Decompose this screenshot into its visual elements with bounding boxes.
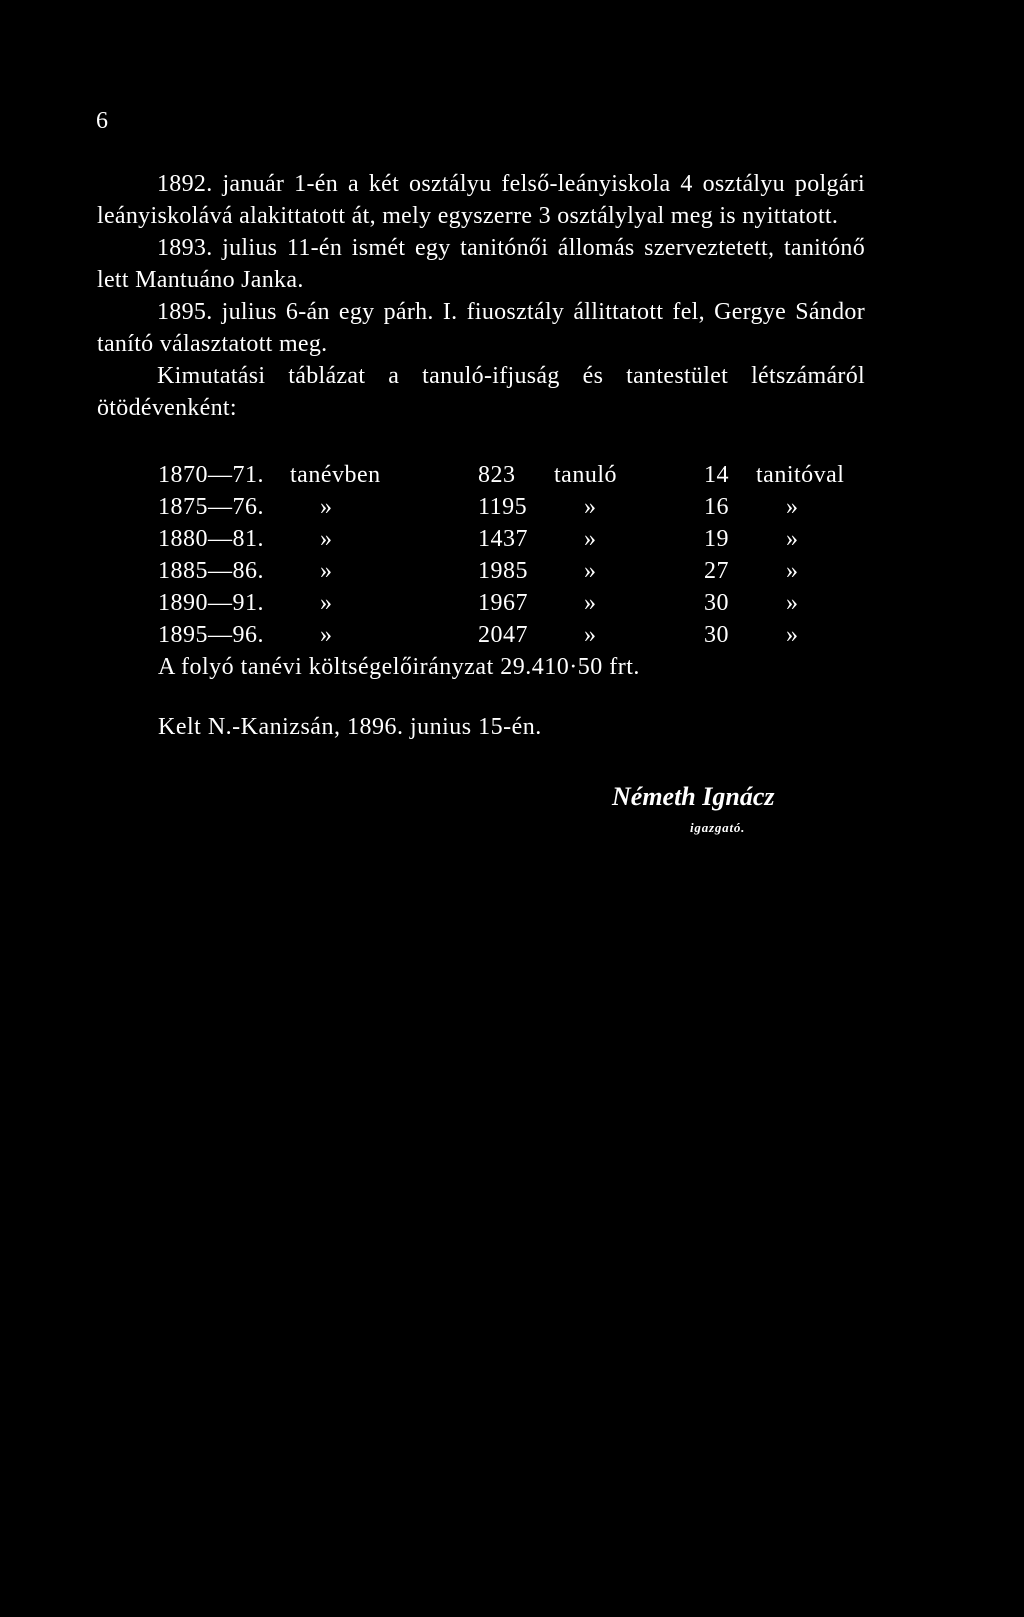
table-row [158, 622, 896, 654]
year-cell: 1875—76. [158, 494, 264, 520]
table-row [158, 526, 896, 558]
students-unit-cell: tanuló [554, 462, 617, 488]
teachers-unit-cell: » [786, 622, 799, 648]
signature-name: Németh Ignácz [612, 782, 775, 811]
students-unit-cell: » [584, 526, 597, 552]
year-cell: 1880—81. [158, 526, 264, 552]
table-row [158, 462, 896, 494]
year-cell: 1895—96. [158, 622, 264, 648]
year-cell: 1890—91. [158, 590, 264, 616]
teachers-unit-cell: tanitóval [756, 462, 845, 488]
teachers-unit-cell: » [786, 558, 799, 584]
table-row [158, 590, 896, 622]
teachers-cell: 19 [704, 526, 729, 552]
label-cell: » [320, 558, 333, 584]
teachers-cell: 16 [704, 494, 729, 520]
budget-line: A folyó tanévi költségelőirányzat 29.410·50 frt. [158, 654, 640, 680]
enrollment-table [158, 462, 896, 654]
students-unit-cell: » [584, 590, 597, 616]
students-unit-cell: » [584, 494, 597, 520]
table-row [158, 494, 896, 526]
students-cell: 2047 [478, 622, 528, 648]
teachers-cell: 30 [704, 590, 729, 616]
students-cell: 823 [478, 462, 516, 488]
teachers-unit-cell: » [786, 526, 799, 552]
teachers-unit-cell: » [786, 590, 799, 616]
teachers-cell: 30 [704, 622, 729, 648]
students-cell: 1437 [478, 526, 528, 552]
year-cell: 1885—86. [158, 558, 264, 584]
students-unit-cell: » [584, 558, 597, 584]
students-cell: 1195 [478, 494, 528, 520]
paragraph-1893: 1893. julius 11-én ismét egy tanitónői állomás szerveztetett, tanitónő lett Mantuáno Janka. [97, 235, 865, 293]
label-cell: » [320, 526, 333, 552]
label-cell: tanévben [290, 462, 381, 488]
students-unit-cell: » [584, 622, 597, 648]
students-cell: 1967 [478, 590, 528, 616]
page-number: 6 [96, 108, 108, 134]
paragraph-1895: 1895. julius 6-án egy párh. I. fiuosztály állittatott fel, Gergye Sándor tanító választatott meg. [97, 299, 865, 357]
paragraph-table-intro: Kimutatási táblázat a tanuló-ifjuság és tantestület létszámáról ötödévenként: [97, 363, 865, 421]
teachers-cell: 14 [704, 462, 729, 488]
label-cell: » [320, 494, 333, 520]
teachers-unit-cell: » [786, 494, 799, 520]
students-cell: 1985 [478, 558, 528, 584]
signature-title: igazgató. [690, 820, 746, 835]
teachers-cell: 27 [704, 558, 729, 584]
body-text [97, 168, 865, 424]
dateline: Kelt N.-Kanizsán, 1896. junius 15-én. [158, 714, 542, 740]
paragraph-1892: 1892. január 1-én a két osztályu felső-leányiskola 4 osztályu polgári leányiskolává alakittatott át, mely egyszerre 3 osztálylyal meg is nyittatott. [97, 171, 865, 229]
year-cell: 1870—71. [158, 462, 264, 488]
table-row [158, 558, 896, 590]
label-cell: » [320, 622, 333, 648]
label-cell: » [320, 590, 333, 616]
